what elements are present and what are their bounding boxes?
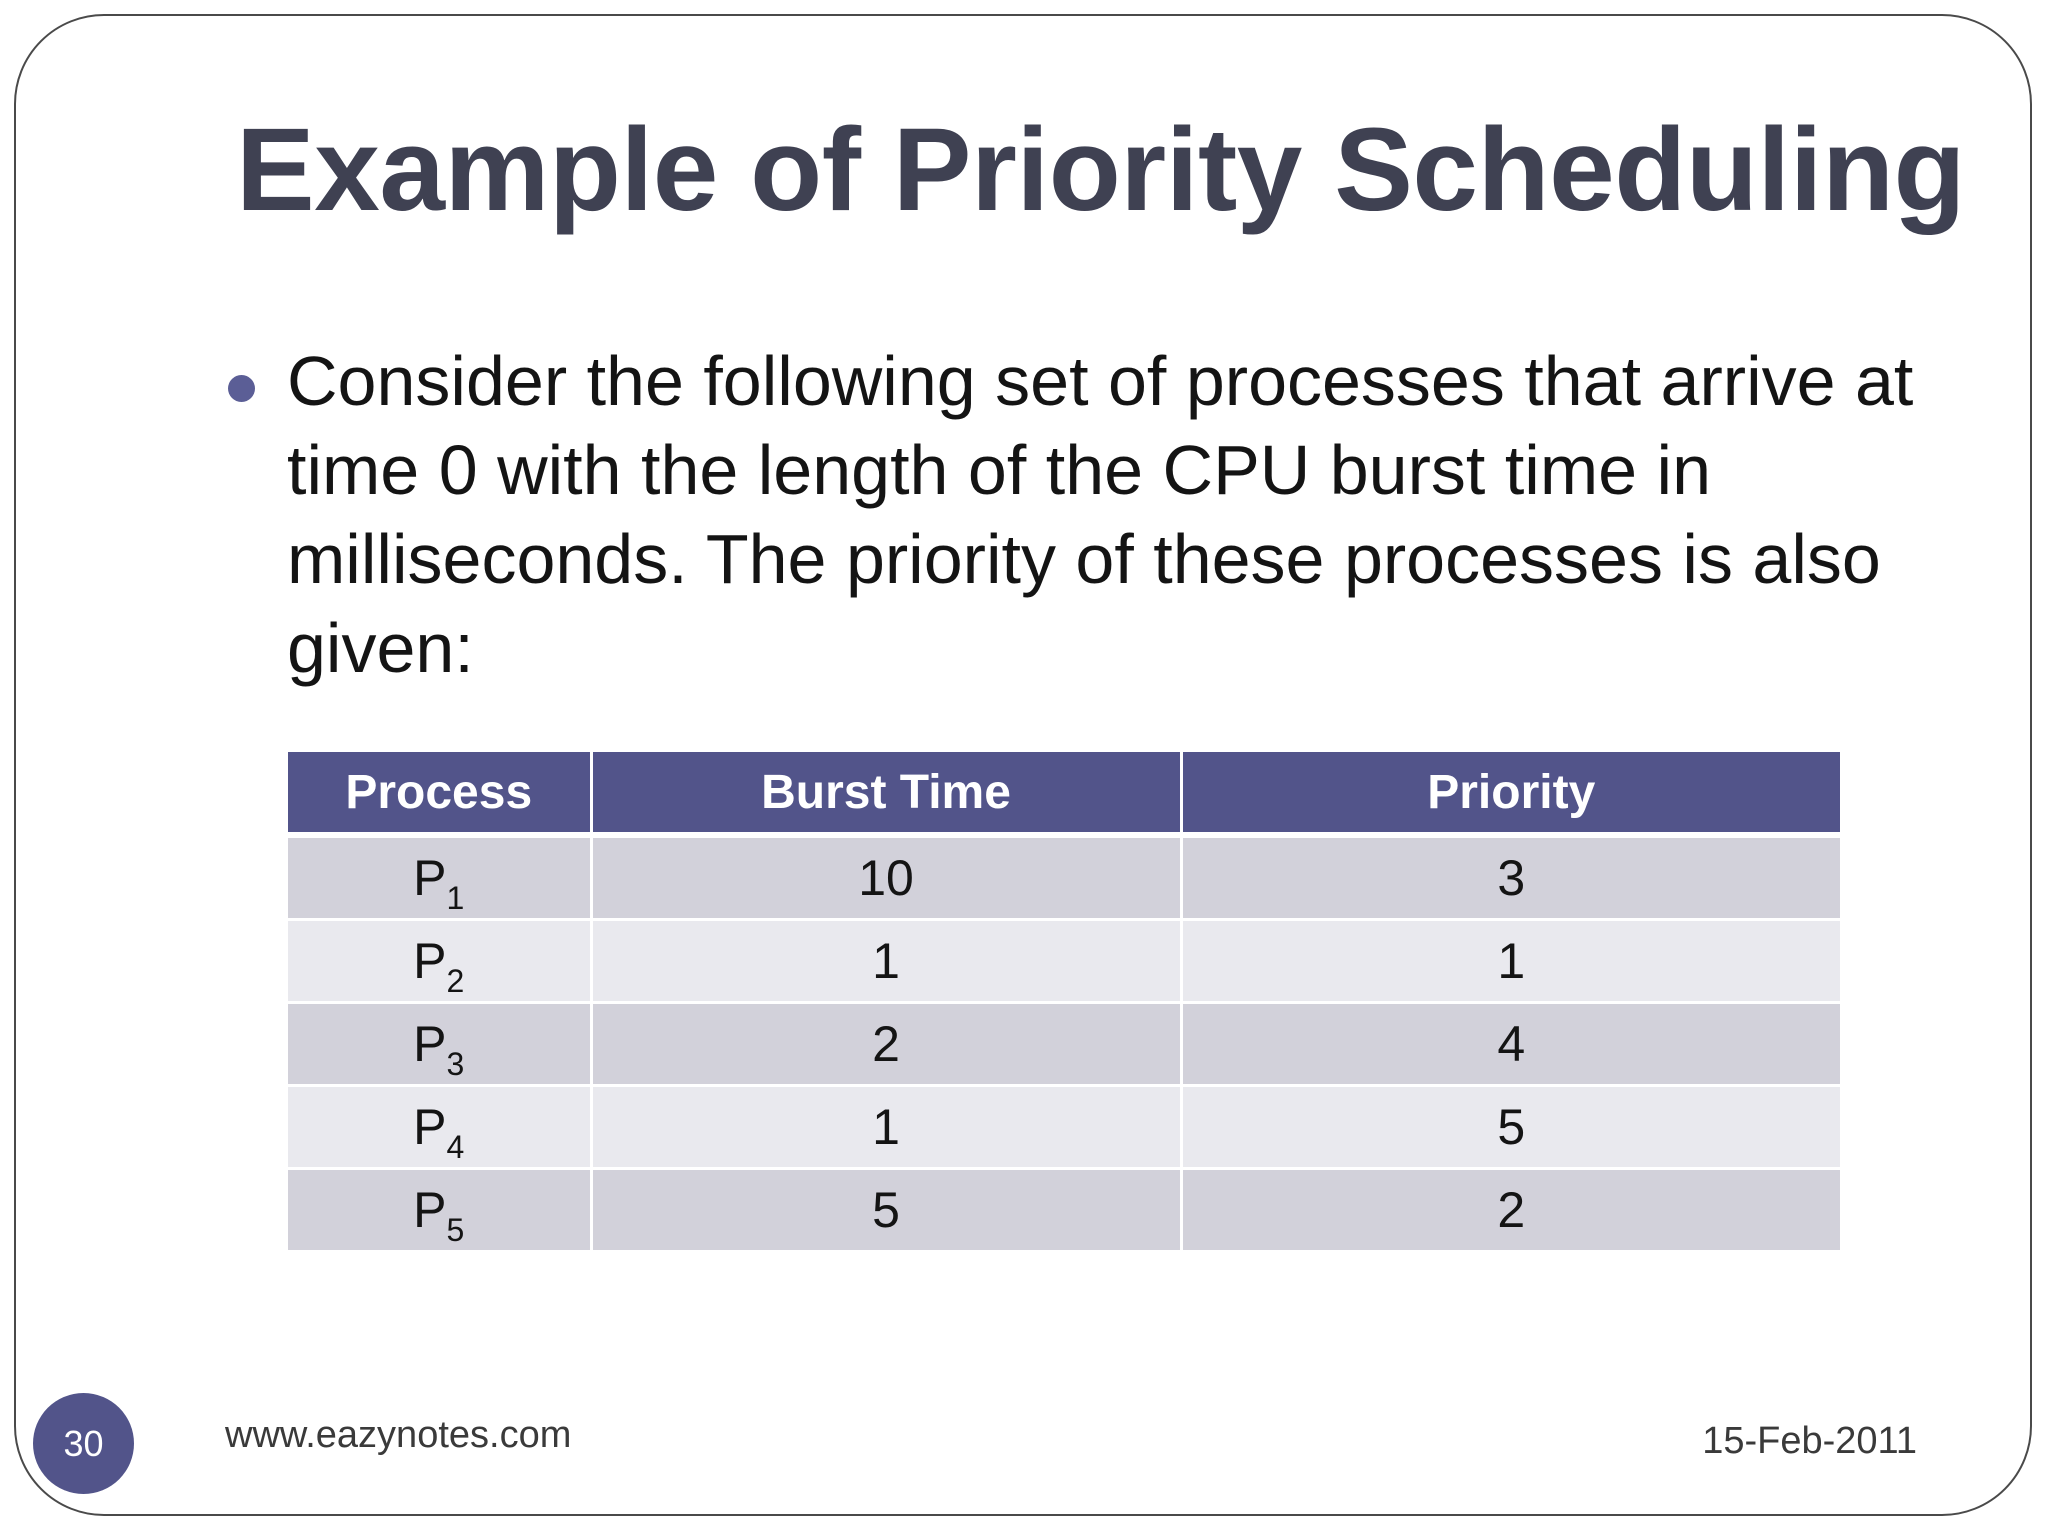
process-cell: [288, 835, 591, 920]
header-process: Process: [288, 752, 591, 835]
process-name: P: [413, 1016, 447, 1072]
burst-cell: 5: [591, 1169, 1181, 1252]
process-subscript: 5: [446, 1212, 465, 1248]
slide-title: Example of Priority Scheduling: [236, 104, 1966, 236]
process-table: [288, 752, 1840, 1253]
bullet-text: Consider the following set of processes that arrive at time 0 with the length of the CPU burst time in milliseconds. The priority of these processes is also given:: [287, 342, 1914, 687]
process-subscript: 2: [446, 963, 465, 999]
table-row: [288, 920, 1840, 1003]
footer-date: 15-Feb-2011: [1702, 1420, 1917, 1462]
table-row: [288, 1169, 1840, 1252]
table-header-row: [288, 752, 1840, 835]
priority-cell: 5: [1181, 1086, 1840, 1169]
burst-cell: 10: [591, 835, 1181, 920]
process-cell: [288, 1086, 591, 1169]
process-subscript: 1: [446, 880, 465, 916]
page-number-badge: 30: [33, 1393, 134, 1494]
priority-cell: 3: [1181, 835, 1840, 920]
table-row: [288, 1086, 1840, 1169]
process-cell: [288, 1169, 591, 1252]
footer-url: www.eazynotes.com: [225, 1414, 572, 1456]
priority-cell: 2: [1181, 1169, 1840, 1252]
priority-cell: 4: [1181, 1003, 1840, 1086]
process-cell: [288, 920, 591, 1003]
priority-cell: 1: [1181, 920, 1840, 1003]
process-name: P: [413, 1182, 447, 1238]
process-subscript: 4: [446, 1129, 465, 1165]
process-cell: [288, 1003, 591, 1086]
table-row: [288, 1003, 1840, 1086]
burst-cell: 1: [591, 1086, 1181, 1169]
header-burst-time: Burst Time: [591, 752, 1181, 835]
burst-cell: 1: [591, 920, 1181, 1003]
bullet-dot-icon: [228, 375, 255, 402]
table-row: [288, 835, 1840, 920]
process-name: P: [413, 933, 447, 989]
process-name: P: [413, 1099, 447, 1155]
process-name: P: [413, 850, 447, 906]
burst-cell: 2: [591, 1003, 1181, 1086]
process-subscript: 3: [446, 1046, 465, 1082]
header-priority: Priority: [1181, 752, 1840, 835]
